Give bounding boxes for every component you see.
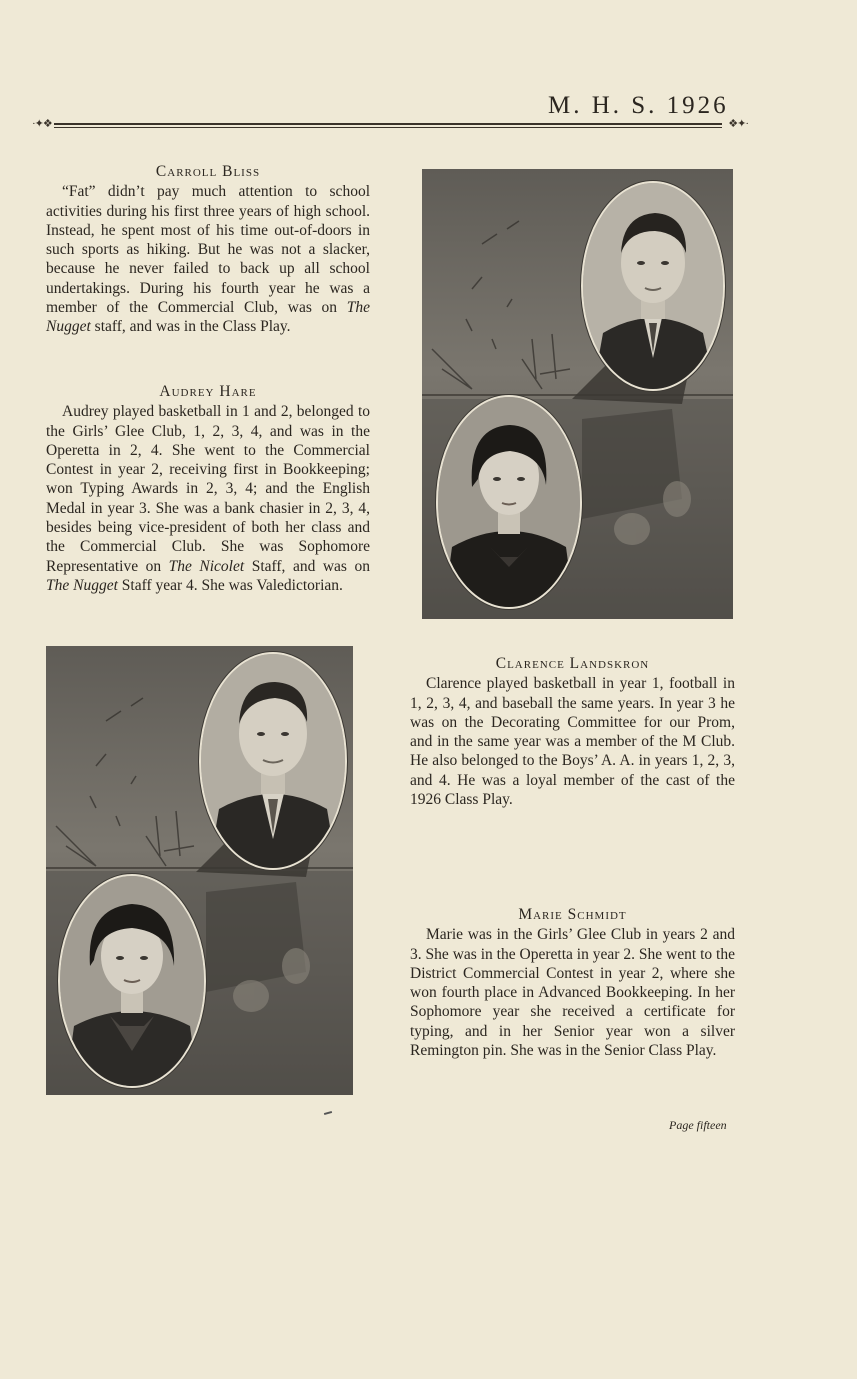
bio-audrey-hare — [46, 382, 370, 595]
header-rule — [32, 118, 748, 130]
bio-text: Audrey played basketball in 1 and 2, belonged to the Girls’ Glee Club, 1, 2, 3, 4, and was in the Operetta in 2, 4. She went to the Commercial Contest in year 2, receiving first in Bookkeeping; won Typing Awards in 2, 3, 4; and the English Medal in year 3. She was a bank chasier in 2, 3, 4, besides being vice-president of both her class and the Commercial Club. She was Sophomore Representative on The Nicolet Staff, and was on The Nugget Staff year 4. She was Valedictorian. — [46, 403, 370, 594]
page-number: Page fifteen — [669, 1118, 727, 1132]
page-header-title: M. H. S. 1926 — [548, 92, 729, 119]
photo-panel-bliss-hare — [422, 169, 733, 619]
portrait-figure — [583, 183, 723, 389]
portrait-figure — [201, 654, 345, 868]
bio-name: Clarence Landskron — [495, 655, 650, 672]
print-speck — [324, 1111, 332, 1115]
portrait-audrey-hare — [436, 395, 582, 609]
portrait-clarence-landskron — [199, 652, 347, 870]
bio-text: Clarence played basketball in year 1, football in 1, 2, 3, 4, and baseball the same years. In year 3 he was on the Decorating Committee for our Prom, and in the same year was a member of the M Club. He also belonged to the Boys’ A. A. in years 1, 2, 3, and 4. He was a loyal member of the cast of the 1926 Class Play. — [410, 675, 735, 809]
rule-ornament-right: ❖✦· — [728, 118, 748, 130]
bio-name: Carroll Bliss — [155, 163, 261, 180]
portrait-marie-schmidt — [58, 874, 206, 1088]
bio-text: “Fat” didn’t pay much attention to school activities during his first three years of high school. Instead, he spent most of his time out-of-doors in such sports as hiking. But he was not a slacker, because he never failed to back up all school undertakings. During his fourth year he was a member of the Commercial Club, was on The Nugget staff, and was in the Class Play. — [46, 183, 370, 336]
portrait-figure — [438, 397, 580, 607]
portrait-carroll-bliss — [581, 181, 725, 391]
bio-carroll-bliss — [46, 162, 370, 337]
portrait-figure — [60, 876, 204, 1086]
bio-name: Marie Schmidt — [518, 906, 627, 923]
photo-panel-landskron-schmidt — [46, 646, 353, 1095]
bio-text: Marie was in the Girls’ Glee Club in years 2 and 3. She was in the Operetta in year 2. She went to the District Commercial Contest in year 2, where she won fourth place in Advanced Bookkeeping. In her Sophomore year she received a certificate for typing, and in her Senior year won a silver Remington pin. She was in the Senior Class Play. — [410, 926, 735, 1060]
bio-name: Audrey Hare — [159, 383, 257, 400]
bio-clarence-landskron — [410, 654, 735, 809]
bio-marie-schmidt — [410, 905, 735, 1060]
rule-ornament-left: ·✦❖ — [32, 118, 52, 130]
